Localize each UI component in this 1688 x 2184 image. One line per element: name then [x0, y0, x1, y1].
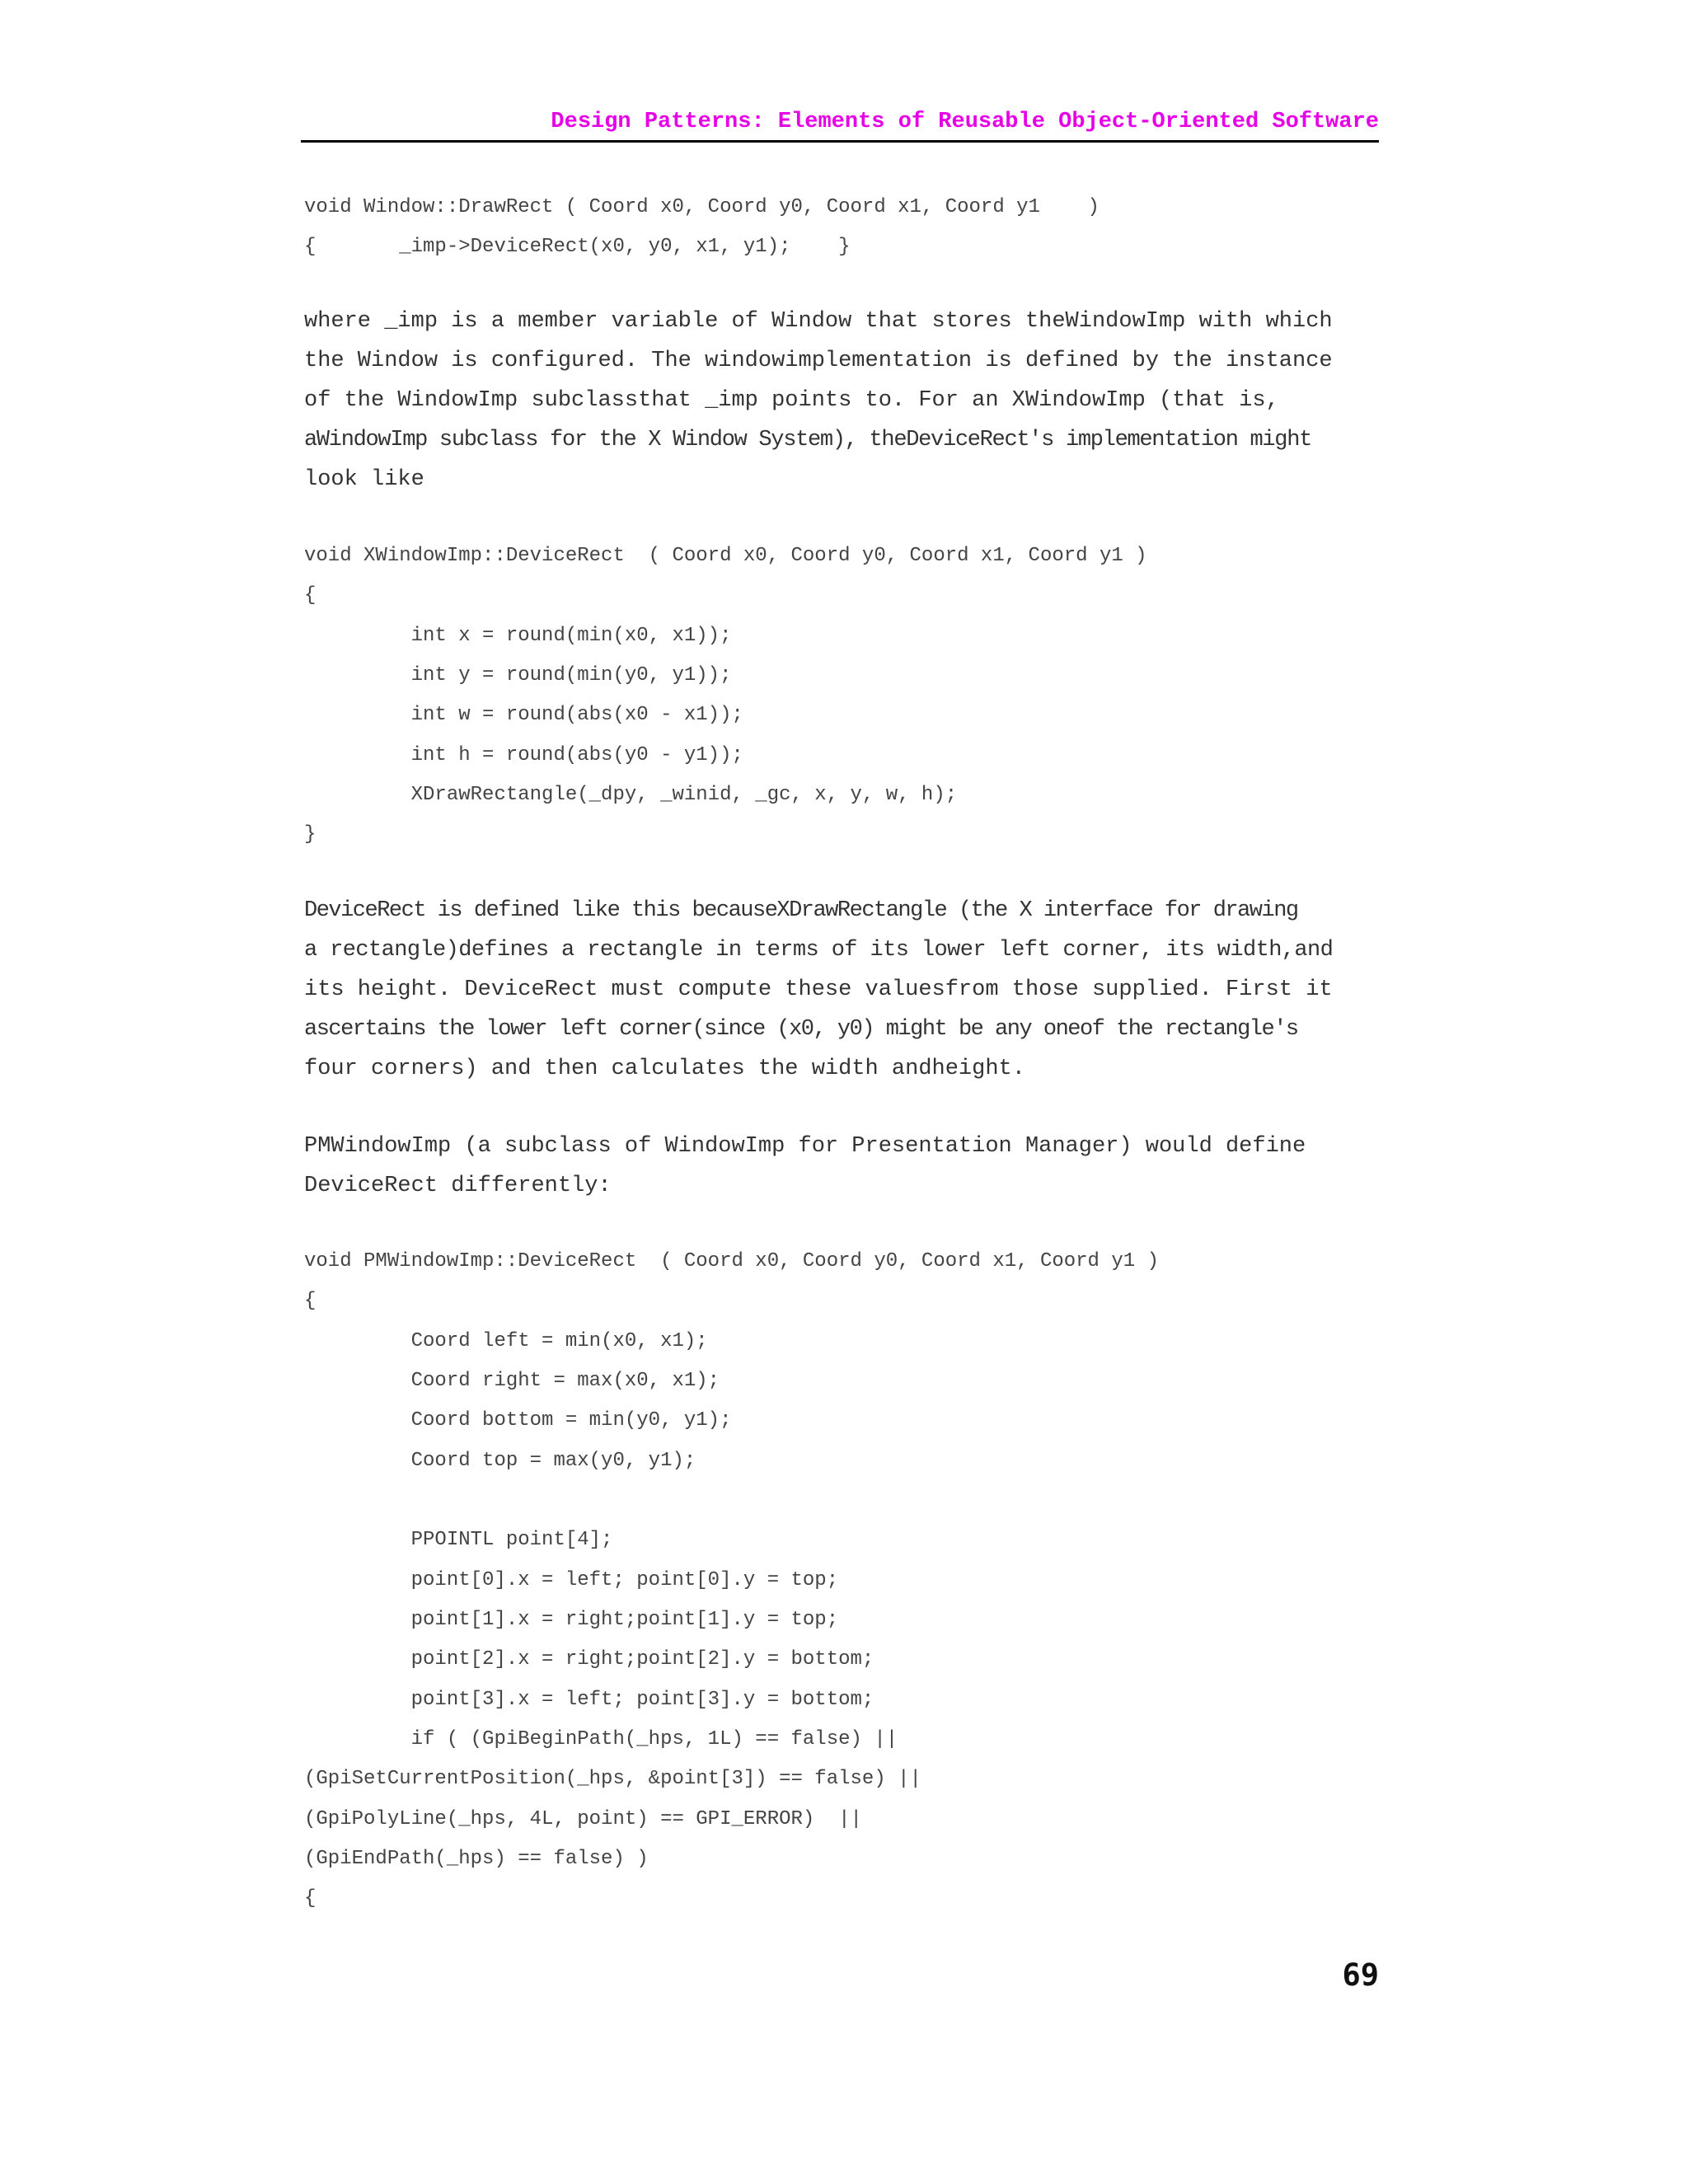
- code-line: Coord right = max(x0, x1);: [304, 1370, 720, 1392]
- text-line: DeviceRect differently:: [304, 1174, 612, 1198]
- code-line: point[0].x = left; point[0].y = top;: [304, 1569, 839, 1591]
- code-line: int y = round(min(y0, y1));: [304, 664, 732, 687]
- code-line: int w = round(abs(x0 - x1));: [304, 704, 743, 726]
- code-line: (GpiPolyLine(_hps, 4L, point) == GPI_ERROR) ||: [304, 1808, 862, 1830]
- text-line: its height. DeviceRect must compute these valuesfrom those supplied. First it: [304, 977, 1333, 1002]
- code-line: Coord left = min(x0, x1);: [304, 1330, 708, 1352]
- code-line: point[2].x = right;point[2].y = bottom;: [304, 1648, 874, 1671]
- text-line: four corners) and then calculates the width andheight.: [304, 1057, 1025, 1081]
- header-divider: [301, 140, 1379, 143]
- code-line: {: [304, 1290, 316, 1312]
- code-line: point[3].x = left; point[3].y = bottom;: [304, 1689, 874, 1711]
- text-line: PMWindowImp (a subclass of WindowImp for Presentation Manager) would define: [304, 1134, 1306, 1159]
- page-number: 69: [1342, 1957, 1379, 1993]
- text-line: look like: [304, 467, 424, 492]
- code-line: void Window::DrawRect ( Coord x0, Coord y0, Coord x1, Coord y1 ): [304, 196, 1100, 218]
- code-line: {: [304, 584, 316, 607]
- code-line: Coord top = max(y0, y1);: [304, 1450, 696, 1472]
- code-line: { _imp->DeviceRect(x0, y0, x1, y1); }: [304, 236, 851, 258]
- text-line: aWindowImp subclass for the X Window System), theDeviceRect's implementation might: [304, 428, 1312, 452]
- code-line: (GpiSetCurrentPosition(_hps, &point[3]) == false) ||: [304, 1768, 921, 1790]
- text-line: a rectangle)defines a rectangle in terms of its lower left corner, its width,and: [304, 938, 1334, 963]
- text-line: of the WindowImp subclassthat _imp points to. For an XWindowImp (that is,: [304, 388, 1279, 413]
- code-line: int x = round(min(x0, x1));: [304, 625, 732, 647]
- code-line: void XWindowImp::DeviceRect ( Coord x0, Coord y0, Coord x1, Coord y1 ): [304, 545, 1147, 567]
- code-line: void PMWindowImp::DeviceRect ( Coord x0, Coord y0, Coord x1, Coord y1 ): [304, 1250, 1159, 1272]
- code-line: Coord bottom = min(y0, y1);: [304, 1409, 732, 1432]
- code-line: point[1].x = right;point[1].y = top;: [304, 1609, 839, 1631]
- code-line: (GpiEndPath(_hps) == false) ): [304, 1848, 649, 1870]
- book-title: Design Patterns: Elements of Reusable Object-Oriented Software: [551, 110, 1379, 134]
- text-line: DeviceRect is defined like this becauseXDrawRectangle (the X interface for drawing: [304, 898, 1298, 923]
- text-line: where _imp is a member variable of Window that stores theWindowImp with which: [304, 309, 1333, 334]
- code-line: int h = round(abs(y0 - y1));: [304, 744, 743, 766]
- code-line: }: [304, 823, 316, 846]
- code-line: {: [304, 1887, 316, 1910]
- text-line: the Window is configured. The windowimplementation is defined by the instance: [304, 349, 1333, 373]
- code-line: XDrawRectangle(_dpy, _winid, _gc, x, y, w, h);: [304, 784, 958, 806]
- code-line: PPOINTL point[4];: [304, 1529, 613, 1551]
- text-line: ascertains the lower left corner(since (x0, y0) might be any oneof the rectangle's: [304, 1017, 1298, 1042]
- code-line: if ( (GpiBeginPath(_hps, 1L) == false) ||: [304, 1728, 898, 1750]
